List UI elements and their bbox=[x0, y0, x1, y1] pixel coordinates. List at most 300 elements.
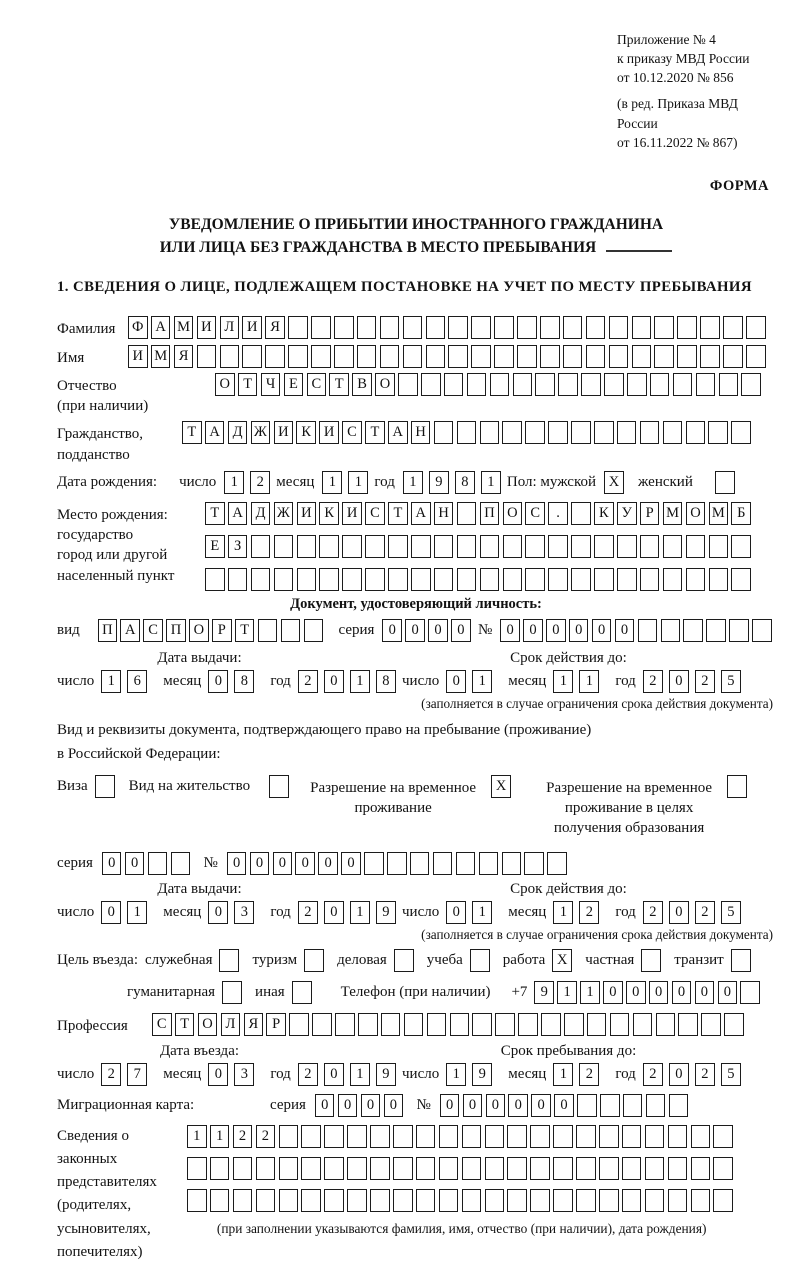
char-cell[interactable] bbox=[632, 316, 652, 339]
char-cell[interactable]: 1 bbox=[348, 471, 368, 494]
char-cell[interactable]: И bbox=[197, 316, 217, 339]
char-cell[interactable]: 0 bbox=[718, 981, 738, 1004]
char-cell[interactable] bbox=[393, 1189, 413, 1212]
char-cell[interactable]: А bbox=[151, 316, 171, 339]
char-cell[interactable] bbox=[691, 1157, 711, 1180]
char-cell[interactable]: 0 bbox=[500, 619, 520, 642]
char-cell[interactable] bbox=[518, 1013, 538, 1036]
char-cell[interactable] bbox=[700, 316, 720, 339]
char-cell[interactable]: А bbox=[120, 619, 140, 642]
char-cell[interactable]: 2 bbox=[250, 471, 270, 494]
char-cell[interactable] bbox=[640, 421, 660, 444]
char-cell[interactable] bbox=[233, 1189, 253, 1212]
char-cell[interactable]: Р bbox=[266, 1013, 286, 1036]
char-cell[interactable] bbox=[462, 1125, 482, 1148]
char-cell[interactable]: М bbox=[663, 502, 683, 525]
char-cell[interactable]: С bbox=[342, 421, 362, 444]
char-cell[interactable] bbox=[683, 619, 703, 642]
char-cell[interactable] bbox=[256, 1157, 276, 1180]
char-cell[interactable] bbox=[507, 1157, 527, 1180]
char-cell[interactable] bbox=[541, 1013, 561, 1036]
char-cell[interactable]: 0 bbox=[338, 1094, 358, 1117]
char-cell[interactable] bbox=[530, 1157, 550, 1180]
char-cell[interactable] bbox=[706, 619, 726, 642]
char-cell[interactable] bbox=[746, 316, 766, 339]
char-cell[interactable] bbox=[347, 1189, 367, 1212]
char-cell[interactable] bbox=[319, 535, 339, 558]
char-cell[interactable] bbox=[410, 852, 430, 875]
char-cell[interactable] bbox=[525, 421, 545, 444]
char-cell[interactable] bbox=[638, 619, 658, 642]
char-cell[interactable]: 0 bbox=[615, 619, 635, 642]
char-cell[interactable]: 0 bbox=[569, 619, 589, 642]
char-cell[interactable]: 5 bbox=[721, 1063, 741, 1086]
char-cell[interactable] bbox=[288, 345, 308, 368]
char-cell[interactable] bbox=[279, 1125, 299, 1148]
char-cell[interactable] bbox=[347, 1157, 367, 1180]
char-cell[interactable]: 2 bbox=[643, 901, 663, 924]
char-cell[interactable] bbox=[494, 316, 514, 339]
char-cell[interactable] bbox=[645, 1157, 665, 1180]
char-cell[interactable] bbox=[324, 1125, 344, 1148]
char-cell[interactable] bbox=[439, 1125, 459, 1148]
char-cell[interactable] bbox=[663, 421, 683, 444]
char-cell[interactable]: 2 bbox=[298, 901, 318, 924]
char-cell[interactable]: 1 bbox=[403, 471, 423, 494]
char-cell[interactable] bbox=[334, 345, 354, 368]
char-cell[interactable]: 2 bbox=[579, 901, 599, 924]
char-cell[interactable] bbox=[334, 316, 354, 339]
char-cell[interactable] bbox=[462, 1157, 482, 1180]
char-cell[interactable]: 0 bbox=[101, 901, 121, 924]
char-cell[interactable]: Д bbox=[251, 502, 271, 525]
char-cell[interactable] bbox=[95, 775, 115, 798]
char-cell[interactable] bbox=[668, 1125, 688, 1148]
char-cell[interactable]: С bbox=[365, 502, 385, 525]
char-cell[interactable] bbox=[571, 568, 591, 591]
char-cell[interactable]: 2 bbox=[579, 1063, 599, 1086]
char-cell[interactable]: О bbox=[375, 373, 395, 396]
char-cell[interactable] bbox=[251, 568, 271, 591]
char-cell[interactable]: 2 bbox=[643, 670, 663, 693]
char-cell[interactable]: Т bbox=[182, 421, 202, 444]
char-cell[interactable]: 2 bbox=[101, 1063, 121, 1086]
char-cell[interactable]: У bbox=[617, 502, 637, 525]
char-cell[interactable] bbox=[411, 535, 431, 558]
char-cell[interactable] bbox=[654, 345, 674, 368]
char-cell[interactable]: 9 bbox=[472, 1063, 492, 1086]
char-cell[interactable] bbox=[517, 316, 537, 339]
char-cell[interactable] bbox=[364, 852, 384, 875]
char-cell[interactable] bbox=[586, 345, 606, 368]
char-cell[interactable] bbox=[502, 852, 522, 875]
char-cell[interactable] bbox=[576, 1189, 596, 1212]
char-cell[interactable] bbox=[594, 535, 614, 558]
char-cell[interactable] bbox=[357, 316, 377, 339]
char-cell[interactable]: П bbox=[480, 502, 500, 525]
char-cell[interactable] bbox=[633, 1013, 653, 1036]
char-cell[interactable]: 0 bbox=[463, 1094, 483, 1117]
char-cell[interactable] bbox=[548, 568, 568, 591]
char-cell[interactable]: 3 bbox=[234, 901, 254, 924]
char-cell[interactable] bbox=[439, 1189, 459, 1212]
char-cell[interactable]: 6 bbox=[127, 670, 147, 693]
char-cell[interactable] bbox=[416, 1157, 436, 1180]
char-cell[interactable] bbox=[640, 535, 660, 558]
char-cell[interactable] bbox=[599, 1157, 619, 1180]
char-cell[interactable]: Б bbox=[731, 502, 751, 525]
char-cell[interactable]: 1 bbox=[127, 901, 147, 924]
char-cell[interactable] bbox=[258, 619, 278, 642]
char-cell[interactable] bbox=[713, 1157, 733, 1180]
char-cell[interactable] bbox=[599, 1125, 619, 1148]
char-cell[interactable] bbox=[663, 568, 683, 591]
char-cell[interactable]: Н bbox=[434, 502, 454, 525]
char-cell[interactable] bbox=[571, 421, 591, 444]
char-cell[interactable]: Н bbox=[411, 421, 431, 444]
char-cell[interactable]: 0 bbox=[295, 852, 315, 875]
char-cell[interactable] bbox=[609, 345, 629, 368]
char-cell[interactable]: 0 bbox=[592, 619, 612, 642]
char-cell[interactable]: 1 bbox=[553, 901, 573, 924]
char-cell[interactable] bbox=[220, 345, 240, 368]
char-cell[interactable]: 9 bbox=[376, 901, 396, 924]
char-cell[interactable] bbox=[426, 316, 446, 339]
char-cell[interactable] bbox=[563, 345, 583, 368]
char-cell[interactable] bbox=[503, 535, 523, 558]
char-cell[interactable]: 1 bbox=[101, 670, 121, 693]
char-cell[interactable]: 1 bbox=[553, 1063, 573, 1086]
char-cell[interactable] bbox=[416, 1189, 436, 1212]
char-cell[interactable] bbox=[740, 981, 760, 1004]
char-cell[interactable]: 0 bbox=[531, 1094, 551, 1117]
char-cell[interactable]: И bbox=[297, 502, 317, 525]
char-cell[interactable]: 0 bbox=[546, 619, 566, 642]
char-cell[interactable] bbox=[219, 949, 239, 972]
char-cell[interactable] bbox=[370, 1157, 390, 1180]
char-cell[interactable] bbox=[311, 345, 331, 368]
char-cell[interactable]: О bbox=[189, 619, 209, 642]
char-cell[interactable] bbox=[335, 1013, 355, 1036]
char-cell[interactable] bbox=[480, 568, 500, 591]
char-cell[interactable]: Т bbox=[388, 502, 408, 525]
char-cell[interactable] bbox=[623, 1094, 643, 1117]
char-cell[interactable]: 2 bbox=[695, 1063, 715, 1086]
char-cell[interactable] bbox=[312, 1013, 332, 1036]
char-cell[interactable] bbox=[686, 421, 706, 444]
char-cell[interactable] bbox=[457, 421, 477, 444]
char-cell[interactable] bbox=[617, 421, 637, 444]
char-cell[interactable]: 1 bbox=[322, 471, 342, 494]
char-cell[interactable]: С bbox=[143, 619, 163, 642]
char-cell[interactable] bbox=[600, 1094, 620, 1117]
char-cell[interactable] bbox=[365, 535, 385, 558]
char-cell[interactable] bbox=[661, 619, 681, 642]
char-cell[interactable]: А bbox=[388, 421, 408, 444]
char-cell[interactable] bbox=[304, 619, 324, 642]
char-cell[interactable]: З bbox=[228, 535, 248, 558]
char-cell[interactable] bbox=[622, 1157, 642, 1180]
char-cell[interactable] bbox=[479, 852, 499, 875]
char-cell[interactable] bbox=[387, 852, 407, 875]
char-cell[interactable] bbox=[421, 373, 441, 396]
char-cell[interactable] bbox=[471, 345, 491, 368]
char-cell[interactable]: Т bbox=[365, 421, 385, 444]
char-cell[interactable]: 0 bbox=[695, 981, 715, 1004]
char-cell[interactable] bbox=[450, 1013, 470, 1036]
char-cell[interactable]: К bbox=[319, 502, 339, 525]
char-cell[interactable] bbox=[467, 373, 487, 396]
char-cell[interactable]: 0 bbox=[341, 852, 361, 875]
char-cell[interactable] bbox=[677, 345, 697, 368]
char-cell[interactable] bbox=[563, 316, 583, 339]
char-cell[interactable]: И bbox=[128, 345, 148, 368]
char-cell[interactable] bbox=[599, 1189, 619, 1212]
char-cell[interactable] bbox=[727, 775, 747, 798]
char-cell[interactable] bbox=[448, 316, 468, 339]
char-cell[interactable] bbox=[457, 568, 477, 591]
char-cell[interactable]: 0 bbox=[440, 1094, 460, 1117]
char-cell[interactable] bbox=[535, 373, 555, 396]
char-cell[interactable] bbox=[558, 373, 578, 396]
char-cell[interactable]: К bbox=[594, 502, 614, 525]
char-cell[interactable] bbox=[719, 373, 739, 396]
char-cell[interactable] bbox=[548, 421, 568, 444]
char-cell[interactable]: 0 bbox=[315, 1094, 335, 1117]
char-cell[interactable] bbox=[564, 1013, 584, 1036]
char-cell[interactable] bbox=[713, 1125, 733, 1148]
char-cell[interactable]: X bbox=[552, 949, 572, 972]
char-cell[interactable] bbox=[708, 421, 728, 444]
char-cell[interactable]: 3 bbox=[234, 1063, 254, 1086]
char-cell[interactable] bbox=[380, 316, 400, 339]
char-cell[interactable]: Д bbox=[228, 421, 248, 444]
char-cell[interactable] bbox=[187, 1157, 207, 1180]
char-cell[interactable] bbox=[594, 421, 614, 444]
char-cell[interactable] bbox=[228, 568, 248, 591]
char-cell[interactable] bbox=[741, 373, 761, 396]
char-cell[interactable] bbox=[388, 568, 408, 591]
char-cell[interactable] bbox=[301, 1125, 321, 1148]
char-cell[interactable]: Р bbox=[212, 619, 232, 642]
char-cell[interactable]: Т bbox=[205, 502, 225, 525]
char-cell[interactable] bbox=[540, 316, 560, 339]
char-cell[interactable] bbox=[627, 373, 647, 396]
char-cell[interactable]: 1 bbox=[350, 1063, 370, 1086]
char-cell[interactable]: 0 bbox=[324, 670, 344, 693]
char-cell[interactable]: С bbox=[525, 502, 545, 525]
char-cell[interactable] bbox=[433, 852, 453, 875]
char-cell[interactable] bbox=[381, 1013, 401, 1036]
char-cell[interactable] bbox=[233, 1157, 253, 1180]
char-cell[interactable]: 5 bbox=[721, 901, 741, 924]
char-cell[interactable] bbox=[210, 1157, 230, 1180]
char-cell[interactable] bbox=[587, 1013, 607, 1036]
char-cell[interactable] bbox=[171, 852, 191, 875]
char-cell[interactable] bbox=[205, 568, 225, 591]
char-cell[interactable] bbox=[731, 421, 751, 444]
char-cell[interactable]: А bbox=[228, 502, 248, 525]
char-cell[interactable] bbox=[586, 316, 606, 339]
char-cell[interactable] bbox=[686, 568, 706, 591]
char-cell[interactable]: П bbox=[166, 619, 186, 642]
char-cell[interactable] bbox=[530, 1125, 550, 1148]
char-cell[interactable]: . bbox=[548, 502, 568, 525]
char-cell[interactable]: 0 bbox=[672, 981, 692, 1004]
char-cell[interactable] bbox=[222, 981, 242, 1004]
char-cell[interactable] bbox=[472, 1013, 492, 1036]
char-cell[interactable] bbox=[403, 345, 423, 368]
char-cell[interactable]: 0 bbox=[649, 981, 669, 1004]
char-cell[interactable]: 8 bbox=[455, 471, 475, 494]
char-cell[interactable]: 1 bbox=[579, 670, 599, 693]
char-cell[interactable] bbox=[485, 1157, 505, 1180]
char-cell[interactable]: Т bbox=[238, 373, 258, 396]
char-cell[interactable]: В bbox=[352, 373, 372, 396]
char-cell[interactable] bbox=[663, 535, 683, 558]
char-cell[interactable]: 0 bbox=[102, 852, 122, 875]
char-cell[interactable] bbox=[617, 568, 637, 591]
char-cell[interactable] bbox=[513, 373, 533, 396]
char-cell[interactable] bbox=[462, 1189, 482, 1212]
char-cell[interactable] bbox=[403, 316, 423, 339]
char-cell[interactable] bbox=[434, 535, 454, 558]
char-cell[interactable]: И bbox=[242, 316, 262, 339]
char-cell[interactable]: 0 bbox=[208, 901, 228, 924]
char-cell[interactable]: И bbox=[342, 502, 362, 525]
char-cell[interactable] bbox=[609, 316, 629, 339]
char-cell[interactable]: 0 bbox=[669, 1063, 689, 1086]
char-cell[interactable]: 2 bbox=[695, 670, 715, 693]
char-cell[interactable]: 0 bbox=[384, 1094, 404, 1117]
char-cell[interactable] bbox=[358, 1013, 378, 1036]
char-cell[interactable]: 2 bbox=[298, 1063, 318, 1086]
char-cell[interactable]: 0 bbox=[324, 1063, 344, 1086]
char-cell[interactable] bbox=[404, 1013, 424, 1036]
char-cell[interactable] bbox=[187, 1189, 207, 1212]
char-cell[interactable] bbox=[640, 568, 660, 591]
char-cell[interactable] bbox=[646, 1094, 666, 1117]
char-cell[interactable] bbox=[148, 852, 168, 875]
char-cell[interactable]: Е bbox=[205, 535, 225, 558]
char-cell[interactable] bbox=[524, 852, 544, 875]
char-cell[interactable] bbox=[304, 949, 324, 972]
char-cell[interactable]: 1 bbox=[350, 901, 370, 924]
char-cell[interactable]: С bbox=[307, 373, 327, 396]
char-cell[interactable] bbox=[678, 1013, 698, 1036]
char-cell[interactable]: 8 bbox=[376, 670, 396, 693]
char-cell[interactable] bbox=[324, 1189, 344, 1212]
char-cell[interactable] bbox=[470, 949, 490, 972]
char-cell[interactable] bbox=[677, 316, 697, 339]
char-cell[interactable]: 0 bbox=[361, 1094, 381, 1117]
char-cell[interactable]: 9 bbox=[429, 471, 449, 494]
char-cell[interactable] bbox=[301, 1157, 321, 1180]
char-cell[interactable] bbox=[380, 345, 400, 368]
char-cell[interactable] bbox=[525, 568, 545, 591]
char-cell[interactable] bbox=[297, 568, 317, 591]
char-cell[interactable] bbox=[210, 1189, 230, 1212]
char-cell[interactable] bbox=[398, 373, 418, 396]
char-cell[interactable] bbox=[439, 1157, 459, 1180]
char-cell[interactable]: О bbox=[686, 502, 706, 525]
char-cell[interactable] bbox=[669, 1094, 689, 1117]
char-cell[interactable] bbox=[530, 1189, 550, 1212]
char-cell[interactable] bbox=[548, 535, 568, 558]
char-cell[interactable] bbox=[547, 852, 567, 875]
char-cell[interactable]: 0 bbox=[125, 852, 145, 875]
char-cell[interactable]: О bbox=[198, 1013, 218, 1036]
char-cell[interactable] bbox=[197, 345, 217, 368]
char-cell[interactable]: 8 bbox=[234, 670, 254, 693]
char-cell[interactable]: М bbox=[709, 502, 729, 525]
char-cell[interactable]: 0 bbox=[523, 619, 543, 642]
char-cell[interactable]: Я bbox=[174, 345, 194, 368]
char-cell[interactable] bbox=[251, 535, 271, 558]
char-cell[interactable] bbox=[686, 535, 706, 558]
char-cell[interactable]: Я bbox=[265, 316, 285, 339]
char-cell[interactable] bbox=[319, 568, 339, 591]
char-cell[interactable] bbox=[571, 502, 591, 525]
char-cell[interactable]: 1 bbox=[187, 1125, 207, 1148]
char-cell[interactable] bbox=[731, 568, 751, 591]
char-cell[interactable] bbox=[668, 1189, 688, 1212]
char-cell[interactable] bbox=[731, 535, 751, 558]
char-cell[interactable] bbox=[426, 345, 446, 368]
char-cell[interactable]: 0 bbox=[250, 852, 270, 875]
char-cell[interactable] bbox=[292, 981, 312, 1004]
char-cell[interactable] bbox=[457, 535, 477, 558]
char-cell[interactable]: А bbox=[205, 421, 225, 444]
char-cell[interactable]: 2 bbox=[695, 901, 715, 924]
char-cell[interactable] bbox=[411, 568, 431, 591]
char-cell[interactable]: 0 bbox=[446, 901, 466, 924]
char-cell[interactable] bbox=[265, 345, 285, 368]
char-cell[interactable] bbox=[480, 535, 500, 558]
char-cell[interactable]: К bbox=[296, 421, 316, 444]
char-cell[interactable] bbox=[709, 535, 729, 558]
char-cell[interactable]: 1 bbox=[580, 981, 600, 1004]
char-cell[interactable]: 0 bbox=[405, 619, 425, 642]
char-cell[interactable]: 2 bbox=[233, 1125, 253, 1148]
char-cell[interactable]: 0 bbox=[508, 1094, 528, 1117]
char-cell[interactable]: 1 bbox=[446, 1063, 466, 1086]
char-cell[interactable] bbox=[571, 535, 591, 558]
char-cell[interactable]: Е bbox=[284, 373, 304, 396]
char-cell[interactable] bbox=[723, 316, 743, 339]
char-cell[interactable] bbox=[311, 316, 331, 339]
char-cell[interactable]: 1 bbox=[210, 1125, 230, 1148]
char-cell[interactable]: О bbox=[503, 502, 523, 525]
char-cell[interactable] bbox=[279, 1157, 299, 1180]
char-cell[interactable]: П bbox=[98, 619, 118, 642]
char-cell[interactable] bbox=[370, 1125, 390, 1148]
char-cell[interactable] bbox=[269, 775, 289, 798]
char-cell[interactable]: 0 bbox=[324, 901, 344, 924]
char-cell[interactable]: 0 bbox=[626, 981, 646, 1004]
char-cell[interactable] bbox=[357, 345, 377, 368]
char-cell[interactable] bbox=[673, 373, 693, 396]
char-cell[interactable]: 0 bbox=[318, 852, 338, 875]
char-cell[interactable]: 0 bbox=[208, 670, 228, 693]
char-cell[interactable] bbox=[507, 1189, 527, 1212]
char-cell[interactable]: 1 bbox=[472, 901, 492, 924]
char-cell[interactable] bbox=[553, 1189, 573, 1212]
char-cell[interactable] bbox=[434, 421, 454, 444]
char-cell[interactable]: 0 bbox=[486, 1094, 506, 1117]
char-cell[interactable] bbox=[610, 1013, 630, 1036]
char-cell[interactable] bbox=[581, 373, 601, 396]
